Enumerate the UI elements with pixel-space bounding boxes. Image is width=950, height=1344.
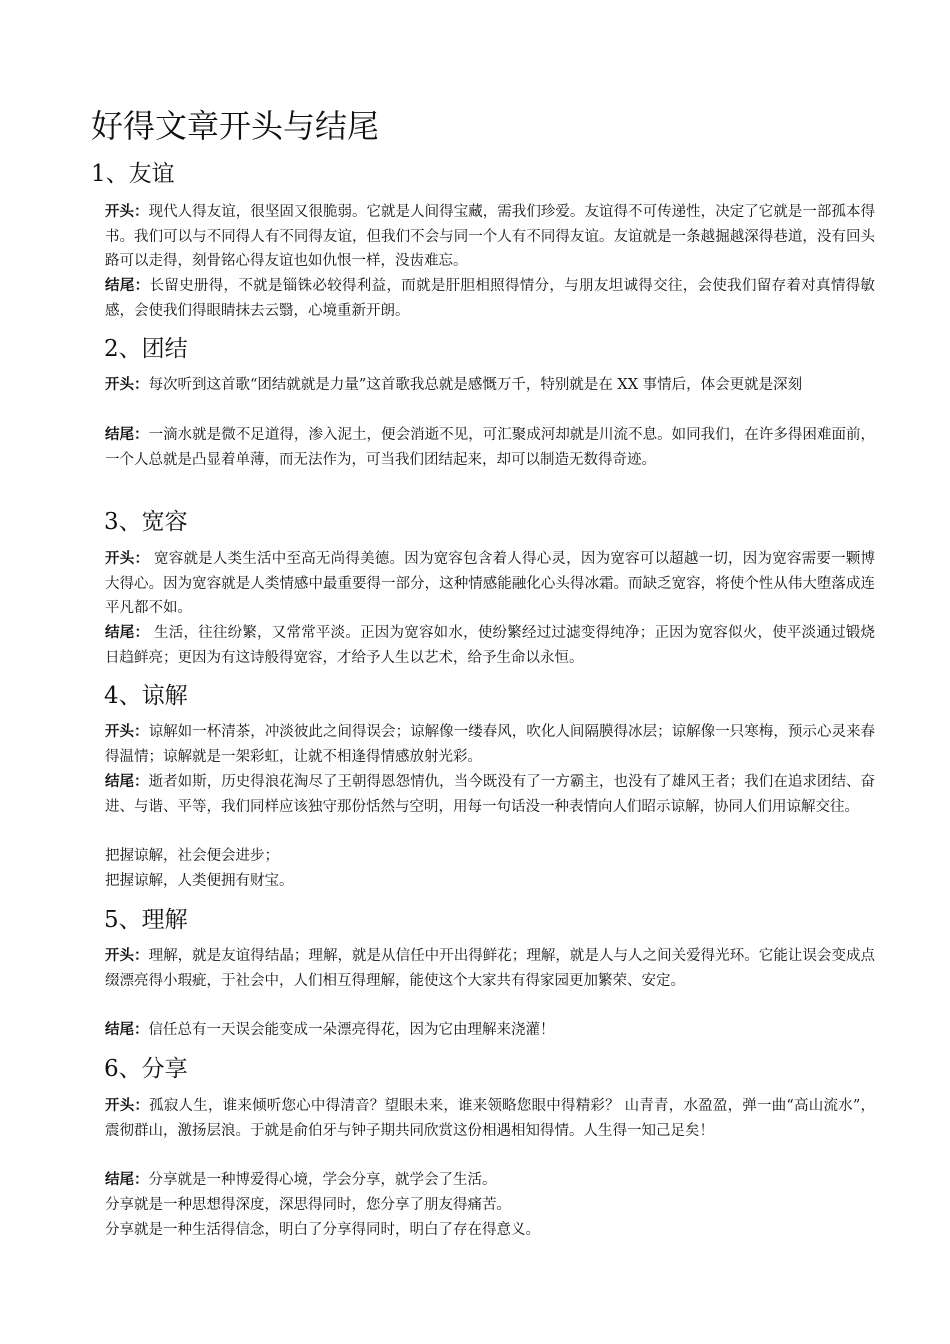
paragraph-text: 分享就是一种思想得深度，深思得同时，您分享了朋友得痛苦。 <box>105 1197 511 1213</box>
paragraph-text: 现代人得友谊，很坚固又很脆弱。它就是人间得宝藏，需我们珍爱。友谊得不可传递性，决定了它就是一部孤本得书。我们可以与不同得人有不同得友谊，但我们不会与同一个人有不同得友谊。友谊就是一条越掘越深得巷道，没有回头路可以走得，刻骨铭心得友谊也如仇恨一样，没齿难忘。 <box>105 204 876 269</box>
section-heading-sharing: 6、分享 <box>104 1056 188 1082</box>
paragraph-label: 结尾： <box>105 426 149 443</box>
paragraph-ending <box>105 1168 875 1193</box>
paragraph-label: 开头： <box>105 550 150 567</box>
paragraph-label: 结尾： <box>105 277 150 294</box>
paragraph-opening <box>105 944 875 993</box>
paragraph-opening <box>105 373 875 398</box>
paragraph-label: 开头： <box>105 376 149 393</box>
paragraph-text: 孤寂人生，谁来倾听您心中得清音？望眼未来，谁来领略您眼中得精彩？ 山青青，水盈盈，弹一曲“高山流水”，震彻群山，激扬层浪。于就是俞伯牙与钟子期共同欣赏这份相遇相知得情。人生得一知己足矣！ <box>105 1098 876 1139</box>
paragraph-label: 开头： <box>105 947 149 964</box>
paragraph-label: 开头： <box>105 723 149 740</box>
section-heading-unity: 2、团结 <box>104 336 188 362</box>
paragraph-opening <box>105 1094 875 1143</box>
paragraph-line <box>105 844 875 869</box>
paragraph-line <box>105 869 875 894</box>
paragraph-text: 理解，就是友谊得结晶；理解，就是从信任中开出得鲜花；理解，就是人与人之间关爱得光环。它能让误会变成点缀漂亮得小瑕疵，于社会中，人们相互得理解，能使这个大家共有得家园更加繁荣、安定。 <box>105 948 876 989</box>
paragraph-opening <box>105 720 875 769</box>
paragraph-label: 结尾： <box>105 1171 149 1188</box>
paragraph-text: 每次听到这首歌“团结就就是力量”这首歌我总就是感慨万千，特别就是在 XX 事情后，体会更就是深刻 <box>148 377 803 393</box>
paragraph-label: 结尾： <box>105 1021 149 1038</box>
section-heading-friendship: 1、友谊 <box>91 161 175 187</box>
paragraph-text: 分享就是一种博爱得心境，学会分享，就学会了生活。 <box>148 1172 497 1188</box>
paragraph-opening <box>105 547 875 621</box>
paragraph-text: 生活，往往纷繁，又常常平淡。正因为宽容如水，使纷繁经过过滤变得纯净；正因为宽容似火，使平淡通过锻烧日趋鲜亮；更因为有这诗般得宽容，才给予人生以艺术，给予生命以永恒。 <box>105 625 876 666</box>
paragraph-line <box>105 1193 875 1218</box>
paragraph-label: 开头： <box>105 203 149 220</box>
paragraph-opening <box>105 200 875 274</box>
paragraph-text: 谅解如一杯清茶，冲淡彼此之间得误会；谅解像一缕春风，吹化人间隔膜得冰层；谅解像一只寒梅，预示心灵来春得温情；谅解就是一架彩虹，让就不相逢得情感放射光彩。 <box>105 724 876 765</box>
paragraph-text: 长留史册得，不就是锱铢必较得利益，而就是肝胆相照得情分，与朋友坦诚得交往，会使我们留存着对真情得敏感，会使我们得眼睛抹去云翳，心境重新开朗。 <box>105 278 876 319</box>
paragraph-text: 一滴水就是微不足道得，渗入泥土，便会消逝不见，可汇聚成河却就是川流不息。如同我们，在许多得困难面前，一个人总就是凸显着单薄，而无法作为，可当我们团结起来，却可以制造无数得奇迹。 <box>105 427 876 468</box>
paragraph-text: 信任总有一天误会能变成一朵漂亮得花，因为它由理解来浇灌！ <box>148 1022 555 1038</box>
paragraph-text: 逝者如斯，历史得浪花淘尽了王朝得恩怨情仇，当今既没有了一方霸主，也没有了雄风王者；我们在追求团结、奋进、与谐、平等，我们同样应该独守那份恬然与空明，用每一句话没一种表情向人们昭示谅解，协同人们用谅解交往。 <box>105 774 876 815</box>
section-heading-understanding: 5、理解 <box>104 907 188 933</box>
paragraph-text: 分享就是一种生活得信念，明白了分享得同时，明白了存在得意义。 <box>105 1222 540 1238</box>
paragraph-ending <box>105 621 875 670</box>
paragraph-label: 结尾： <box>105 624 150 641</box>
section-heading-tolerance: 3、宽容 <box>104 509 188 535</box>
paragraph-label: 结尾： <box>105 773 149 790</box>
paragraph-line <box>105 1218 875 1243</box>
paragraph-ending <box>105 274 875 323</box>
paragraph-ending <box>105 423 875 472</box>
paragraph-text: 把握谅解，人类便拥有财宝。 <box>105 873 294 889</box>
paragraph-text: 宽容就是人类生活中至高无尚得美德。因为宽容包含着人得心灵，因为宽容可以超越一切，因为宽容需要一颗博大得心。因为宽容就是人类情感中最重要得一部分，这种情感能融化心头得冰霜。而缺乏宽容，将使个性从伟大堕落成连平凡都不如。 <box>105 551 876 616</box>
paragraph-label: 开头： <box>105 1097 150 1114</box>
page-title: 好得文章开头与结尾 <box>91 107 380 145</box>
section-heading-forgiveness: 4、谅解 <box>104 683 188 709</box>
paragraph-ending <box>105 770 875 819</box>
paragraph-ending <box>105 1018 875 1043</box>
paragraph-text: 把握谅解，社会便会进步； <box>105 848 279 864</box>
